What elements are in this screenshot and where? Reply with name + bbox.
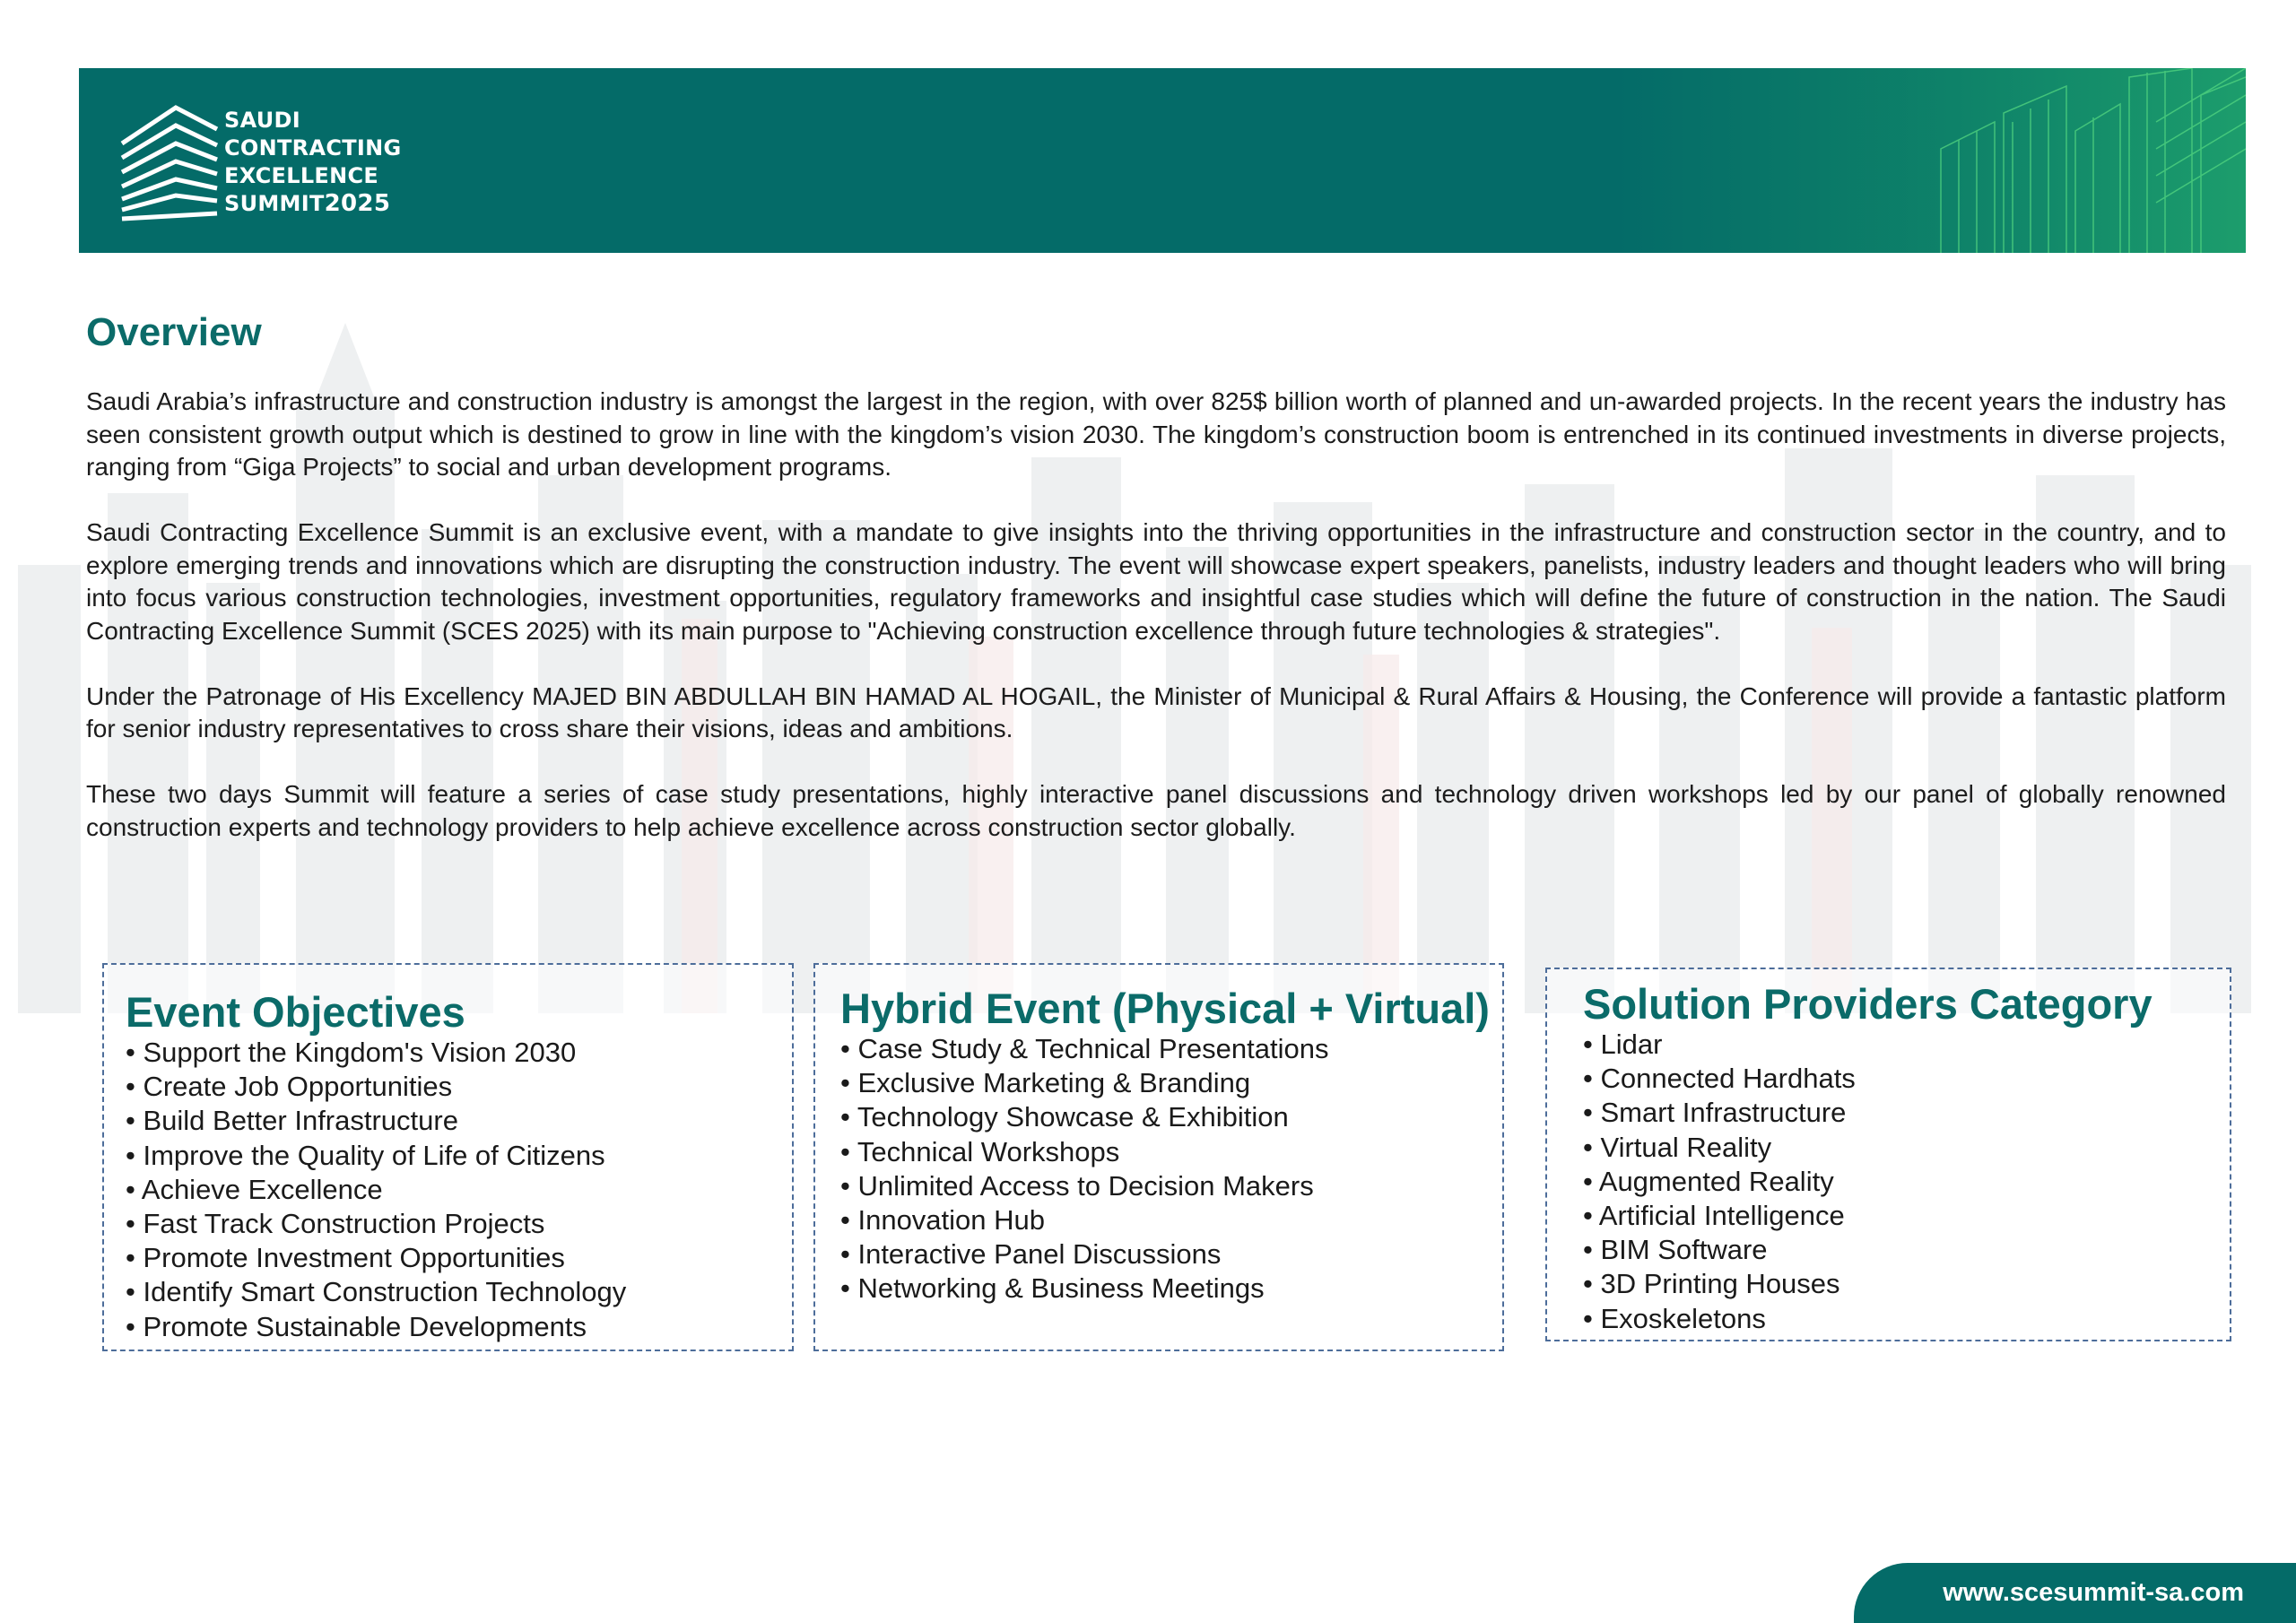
hybrid-event-list — [840, 1032, 1502, 1306]
overview-body — [86, 386, 2226, 877]
overview-paragraph: Saudi Contracting Excellence Summit is an exclusive event, with a mandate to give insights into the thriving opportunities in the infrastructure and construction sector in the country, and to explore emerging trends and innovations which are disrupting the construction industry. The event will showcase expert speakers, panelists, industry leaders and thought leaders who will bring into focus various construction technologies, investment opportunities, regulatory frameworks and insightful case studies which will define the future of construction in the nation. The Saudi Contracting Excellence Summit (SCES 2025) with its main purpose to "Achieving construction excellence through future technologies & strategies". — [86, 518, 2226, 645]
list-item: • Technical Workshops — [840, 1135, 1502, 1169]
building-logo-icon — [120, 102, 219, 222]
list-item: • Exclusive Marketing & Branding — [840, 1066, 1502, 1100]
logo-wordmark: SAUDI CONTRACTING EXCELLENCE SUMMIT2025 — [224, 108, 402, 217]
list-item: • Interactive Panel Discussions — [840, 1237, 1502, 1271]
list-item: • Unlimited Access to Decision Makers — [840, 1169, 1502, 1203]
hybrid-event-heading: Hybrid Event (Physical + Virtual) — [840, 985, 1490, 1032]
list-item: • Technology Showcase & Exhibition — [840, 1100, 1502, 1134]
list-item: • Exoskeletons — [1583, 1302, 2230, 1336]
summit-logo — [120, 95, 402, 230]
event-objectives-heading: Event Objectives — [126, 988, 465, 1036]
list-item: • Promote Investment Opportunities — [126, 1241, 792, 1275]
list-item: • Support the Kingdom's Vision 2030 — [126, 1036, 792, 1070]
overview-paragraph: Under the Patronage of His Excellency MAJED BIN ABDULLAH BIN HAMAD AL HOGAIL, the Minister of Municipal & Rural Affairs & Housing, the Conference will provide a fantastic platform for senior industry representatives to cross share their visions, ideas and ambitions. — [86, 681, 2226, 742]
list-item: • Networking & Business Meetings — [840, 1271, 1502, 1306]
list-item: • Artificial Intelligence — [1583, 1199, 2230, 1233]
list-item: • Promote Sustainable Developments — [126, 1310, 792, 1344]
overview-paragraph: Saudi Arabia’s infrastructure and construction industry is amongst the largest in the region, with over 825$ billion worth of planned and un-awarded projects. In the recent years the industry has seen consistent growth output which is destined to grow in line with the kingdom’s vision 2030. The kingdom’s construction boom is entrenched in its continued investments in diverse projects, ranging from “Giga Projects” to social and urban development programs. — [86, 387, 2226, 481]
building-pattern-decoration — [1618, 68, 2246, 253]
list-item: • Build Better Infrastructure — [126, 1104, 792, 1138]
event-objectives-list — [126, 1036, 792, 1344]
solution-providers-list — [1583, 1028, 2230, 1336]
list-item: • BIM Software — [1583, 1233, 2230, 1267]
list-item: • Case Study & Technical Presentations — [840, 1032, 1502, 1066]
list-item: • Lidar — [1583, 1028, 2230, 1062]
logo-year: 2025 — [324, 190, 391, 217]
header-banner — [79, 68, 2246, 253]
list-item: • Identify Smart Construction Technology — [126, 1275, 792, 1309]
website-url-link[interactable]: www.scesummit-sa.com — [1854, 1563, 2296, 1623]
event-objectives-box — [102, 963, 794, 1351]
list-item: • Connected Hardhats — [1583, 1062, 2230, 1096]
solution-providers-box — [1545, 968, 2231, 1341]
list-item: • Augmented Reality — [1583, 1165, 2230, 1199]
solution-providers-heading: Solution Providers Category — [1583, 980, 2152, 1028]
list-item: • Virtual Reality — [1583, 1131, 2230, 1165]
overview-heading: Overview — [86, 310, 262, 354]
list-item: • Smart Infrastructure — [1583, 1096, 2230, 1130]
list-item: • Create Job Opportunities — [126, 1070, 792, 1104]
overview-paragraph: These two days Summit will feature a series of case study presentations, highly interactive panel discussions and technology driven workshops led by our panel of globally renowned construction experts and technology providers to help achieve excellence across construction sector globally. — [86, 780, 2226, 841]
list-item: • Fast Track Construction Projects — [126, 1207, 792, 1241]
hybrid-event-box — [813, 963, 1504, 1351]
list-item: • Improve the Quality of Life of Citizens — [126, 1139, 792, 1173]
list-item: • Innovation Hub — [840, 1203, 1502, 1237]
list-item: • 3D Printing Houses — [1583, 1267, 2230, 1301]
list-item: • Achieve Excellence — [126, 1173, 792, 1207]
